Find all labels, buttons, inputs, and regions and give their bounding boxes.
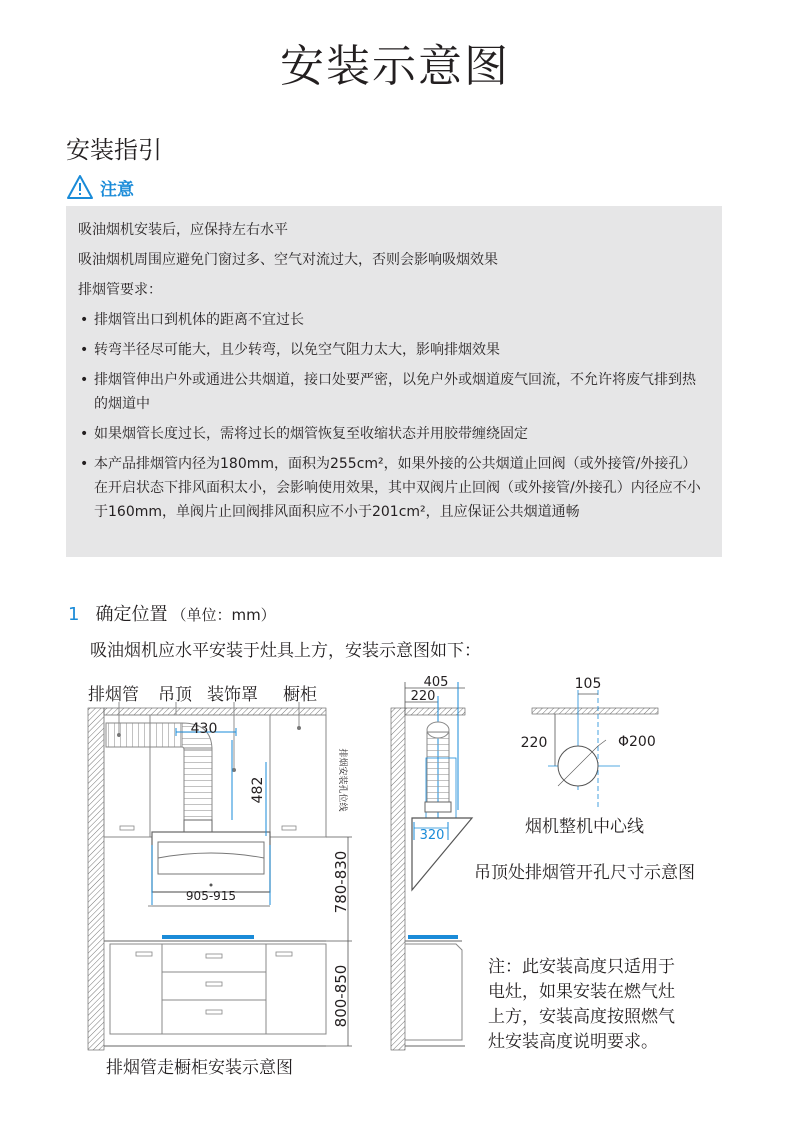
install-note bbox=[488, 955, 675, 1055]
hole-diagram-caption: 吊顶处排烟管开孔尺寸示意图 bbox=[474, 863, 695, 883]
vertical-note: 排烟安装孔位线 bbox=[337, 748, 347, 812]
section-title: 安装指引 bbox=[66, 136, 162, 164]
notice-bullet: • 转弯半径尽可能大，且少转弯，以免空气阻力太大，影响排烟效果 bbox=[78, 338, 708, 362]
warning-triangle-icon bbox=[66, 174, 94, 200]
dim-depth-total: 405 bbox=[423, 675, 449, 690]
dim-cover-height: 482 bbox=[250, 776, 266, 804]
install-note-line: 注：此安装高度只适用于 bbox=[488, 957, 675, 977]
dim-diameter: Φ200 bbox=[618, 734, 656, 750]
install-note-line: 灶安装高度说明要求。 bbox=[488, 1032, 658, 1052]
center-line-label: 烟机整机中心线 bbox=[525, 817, 644, 837]
label-exhaust-duct: 排烟管 bbox=[88, 685, 139, 705]
install-note-line: 电灶，如果安装在燃气灶 bbox=[488, 982, 675, 1002]
step-heading bbox=[68, 600, 276, 626]
left-diagram-caption: 排烟管走橱柜安装示意图 bbox=[106, 1058, 293, 1078]
notice-paragraph: 吸油烟机安装后，应保持左右水平 bbox=[78, 222, 288, 238]
notice-paragraph: 吸油烟机周围应避免门窗过多、空气对流过大，否则会影响吸烟效果 bbox=[78, 252, 498, 268]
notice-box bbox=[66, 206, 722, 557]
step-title: 确定位置 bbox=[95, 604, 168, 625]
step-unit: （单位：mm） bbox=[171, 606, 276, 624]
notice-bullet: • 排烟管出口到机体的距离不宜过长 bbox=[78, 308, 708, 332]
dim-offset-x: 105 bbox=[574, 676, 602, 692]
dim-depth-hood: 320 bbox=[419, 828, 445, 843]
notice-bullet: • 如果烟管长度过长，需将过长的烟管恢复至收缩状态并用胶带缠绕固定 bbox=[78, 422, 708, 446]
install-note-line: 上方，安装高度按照燃气 bbox=[488, 1007, 675, 1027]
dim-duct-offset: 430 bbox=[190, 721, 218, 737]
dim-depth-duct: 220 bbox=[410, 689, 436, 704]
dim-hood-height: 780-830 bbox=[332, 850, 350, 914]
dim-counter-height: 800-850 bbox=[332, 964, 350, 1028]
step-number: 1 bbox=[68, 604, 80, 625]
step-description: 吸油烟机应水平安装于灶具上方，安装示意图如下： bbox=[90, 641, 481, 661]
dim-hood-width: 905-915 bbox=[185, 889, 237, 903]
label-cabinet: 橱柜 bbox=[283, 685, 317, 705]
label-cover: 装饰罩 bbox=[207, 685, 258, 705]
notice-label: 注意 bbox=[100, 179, 134, 200]
dim-offset-y: 220 bbox=[520, 735, 548, 751]
left-diagram bbox=[88, 702, 352, 1050]
page-title: 安装示意图 bbox=[280, 41, 510, 92]
notice-bullet: • 排烟管伸出户外或通进公共烟道，接口处要严密，以免户外或烟道废气回流，不允许将废气排到热的烟道中 bbox=[78, 368, 708, 416]
notice-header bbox=[66, 173, 134, 201]
hole-diagram bbox=[532, 690, 658, 810]
label-ceiling: 吊顶 bbox=[158, 685, 192, 705]
side-diagram bbox=[391, 682, 472, 1050]
notice-bullets bbox=[78, 308, 708, 524]
notice-bullet: • 本产品排烟管内径为180mm，面积为255cm²，如果外接的公共烟道止回阀（或外接管/外接孔）在开启状态下排风面积太小，会影响使用效果，其中双阀片止回阀（或外接管/外接孔）内径应不小于160mm，单阀片止回阀排风面积应不小于201cm²，且应保证公共烟道通畅 bbox=[78, 452, 708, 524]
notice-paragraph: 排烟管要求： bbox=[78, 282, 162, 298]
